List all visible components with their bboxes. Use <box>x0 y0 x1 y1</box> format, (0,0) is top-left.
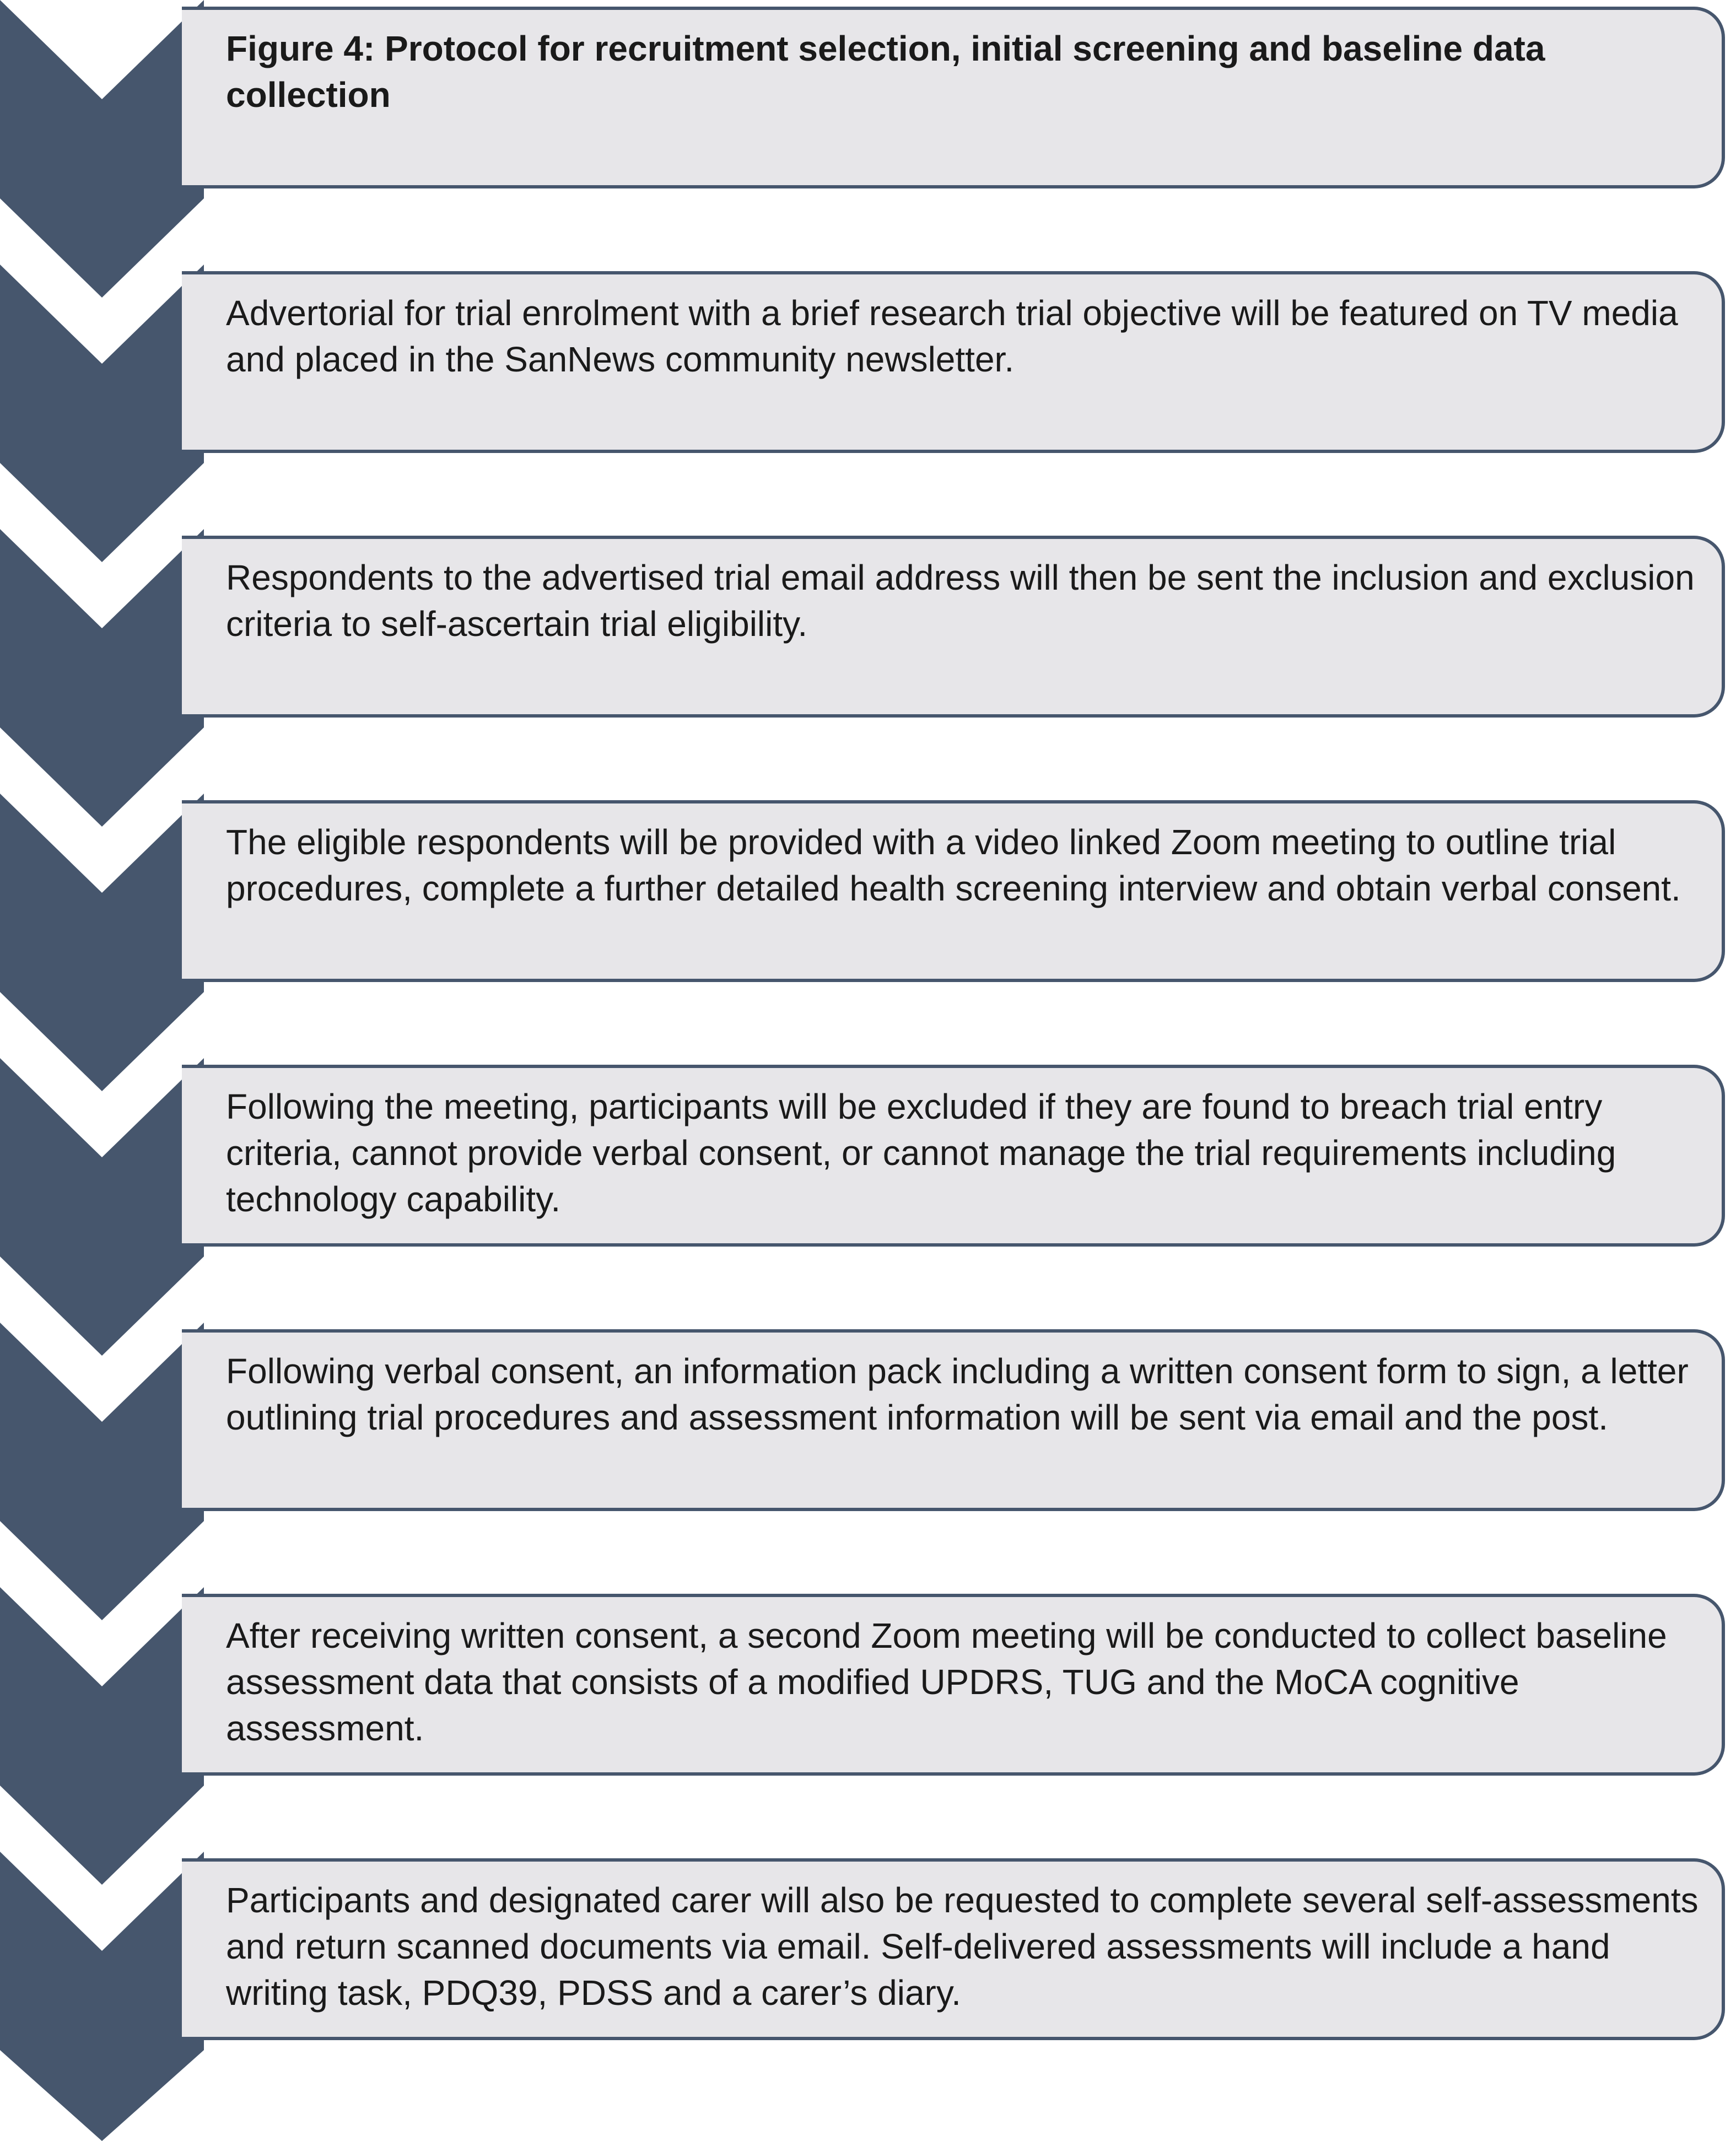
chevron-arrow-3 <box>0 529 204 827</box>
step-text-7: Participants and designated carer will also be requested to complete several self-assessments and return scanned documents via email. Self-delivered assessments will include a hand writing task, PDQ39, PDSS and a carer’s diary. <box>226 1880 1699 2013</box>
step-box-5 <box>182 1329 1725 1511</box>
step-text-3: The eligible respondents will be provided with a video linked Zoom meeting to outline trial procedures, complete a further detailed health screening interview and obtain verbal consent. <box>226 822 1681 908</box>
step-text-6: After receiving written consent, a second Zoom meeting will be conducted to collect baseline assessment data that consists of a modified UPDRS, TUG and the MoCA cognitive assessment. <box>226 1616 1667 1748</box>
figure-title: Figure 4: Protocol for recruitment selection, initial screening and baseline data collection <box>226 29 1545 115</box>
step-text-2: Respondents to the advertised trial email address will then be sent the inclusion and exclusion criteria to self-ascertain trial eligibility. <box>226 558 1695 644</box>
step-text-5: Following verbal consent, an information pack including a written consent form to sign, a letter outlining trial procedures and assessment information will be sent via email and the post. <box>226 1351 1689 1437</box>
title-box <box>182 7 1725 188</box>
chevron-arrow-1 <box>0 0 204 298</box>
chevron-arrow-7 <box>0 1587 204 1885</box>
step-text-1: Advertorial for trial enrolment with a brief research trial objective will be featured on TV media and placed in the SanNews community newsletter. <box>226 293 1678 379</box>
chevron-arrow-6 <box>0 1323 204 1620</box>
chevron-arrow-4 <box>0 794 204 1091</box>
chevron-arrow-2 <box>0 265 204 562</box>
chevron-arrow-5 <box>0 1058 204 1356</box>
step-box-4 <box>182 1065 1725 1247</box>
step-box-7 <box>182 1858 1725 2040</box>
step-box-1 <box>182 271 1725 453</box>
chevron-arrow-8 <box>0 1852 204 2141</box>
step-box-3 <box>182 800 1725 982</box>
step-box-2 <box>182 536 1725 718</box>
step-text-4: Following the meeting, participants will be excluded if they are found to breach trial entry criteria, cannot provide verbal consent, or cannot manage the trial requirements including technology capability. <box>226 1087 1616 1219</box>
step-box-6 <box>182 1594 1725 1776</box>
